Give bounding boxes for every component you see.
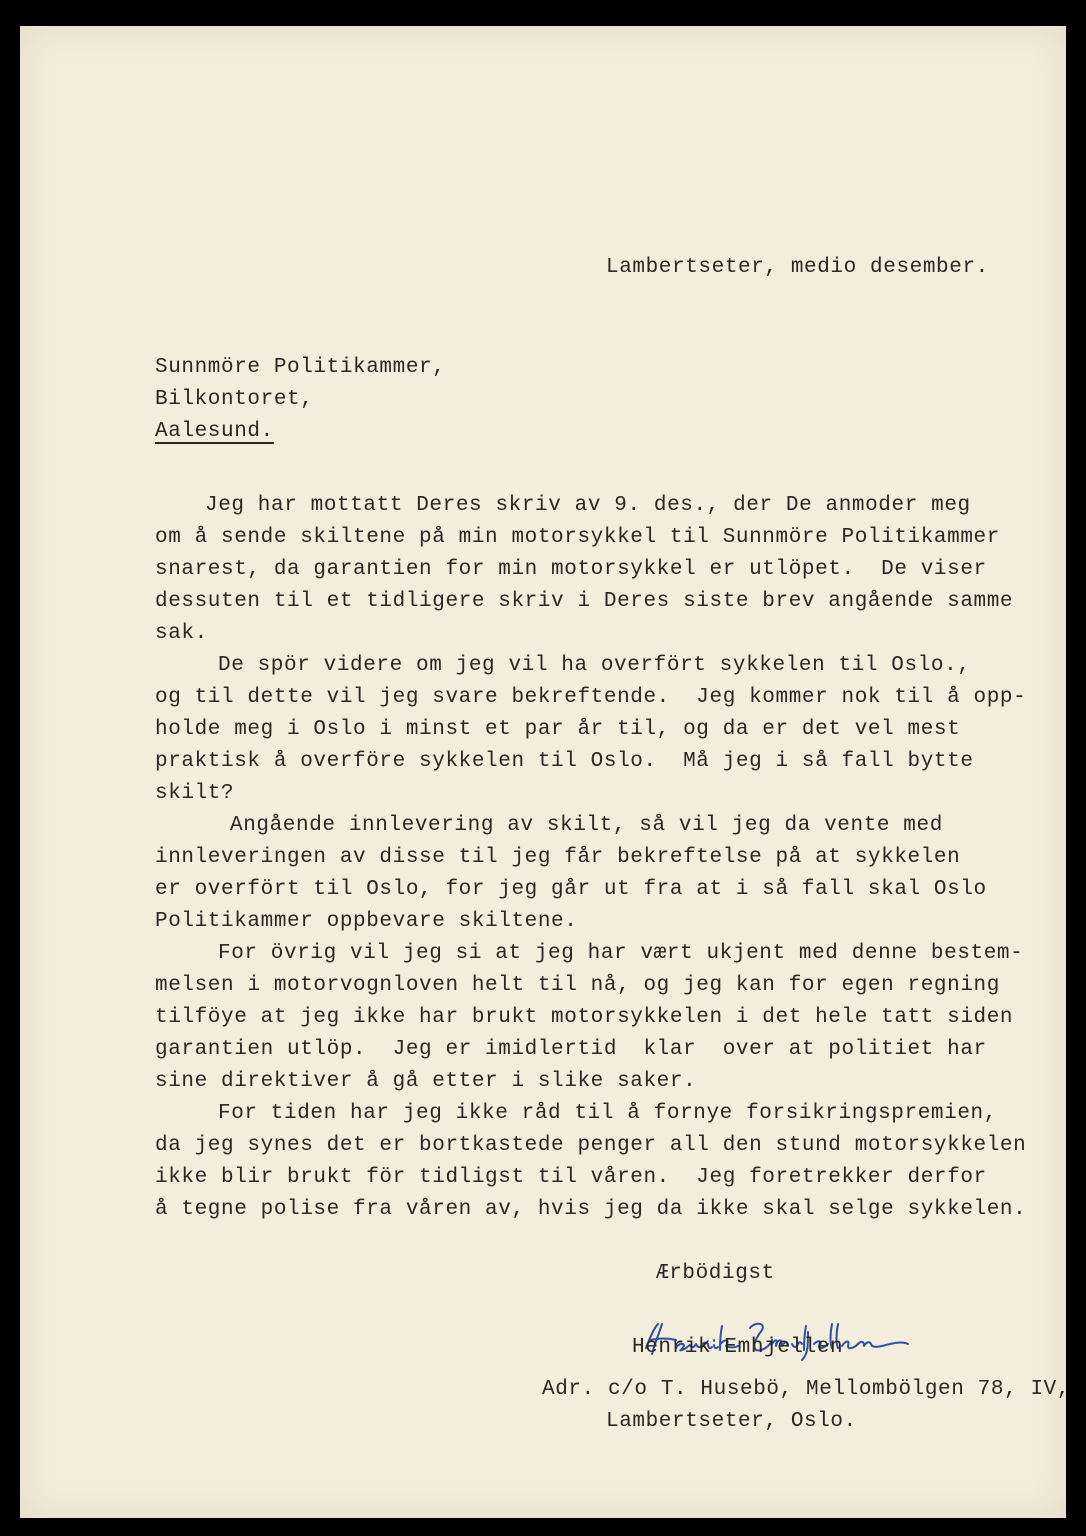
body-line: sak. (155, 622, 208, 645)
body-line: For tiden har jeg ikke råd til å fornye forsikringspremien, (218, 1102, 997, 1125)
body-line: å tegne polise fra våren av, hvis jeg da ikke skal selge sykkelen. (155, 1198, 1027, 1221)
body-line: ikke blir brukt för tidligst til våren. Jeg foretrekker derfor (155, 1166, 987, 1189)
body-line: er overfört til Oslo, for jeg går ut fra at i så fall skal Oslo (155, 878, 987, 901)
body-line: Politikammer oppbevare skiltene. (155, 910, 578, 933)
signer-name: Henrik Emhjellen (632, 1336, 844, 1359)
closing: Ærbödigst (656, 1262, 775, 1285)
body-line: om å sende skiltene på min motorsykkel til Sunnmöre Politikammer (155, 526, 1000, 549)
body-line: Jeg har mottatt Deres skriv av 9. des., der De anmoder meg (205, 494, 971, 517)
body-line: tilföye at jeg ikke har brukt motorsykkelen i det hele tatt siden (155, 1006, 1014, 1029)
address-line-1: Adr. c/o T. Husebö, Mellombölgen 78, IV, (542, 1378, 1071, 1401)
recipient-line-1: Sunnmöre Politikammer, (155, 356, 446, 379)
letter-paper (20, 26, 1071, 1518)
body-line: holde meg i Oslo i minst et par år til, og da er det vel mest (155, 718, 961, 741)
body-line: innleveringen av disse til jeg får bekreftelse på at sykkelen (155, 846, 961, 869)
body-line: garantien utlöp. Jeg er imidlertid klar over at politiet har (155, 1038, 987, 1061)
recipient-line-2: Bilkontoret, (155, 388, 314, 411)
body-line: da jeg synes det er bortkastede penger all den stund motorsykkelen (155, 1134, 1027, 1157)
body-line: snarest, da garantien for min motorsykkel er utlöpet. De viser (155, 558, 987, 581)
body-line: praktisk å overföre sykkelen til Oslo. Må jeg i så fall bytte (155, 750, 974, 773)
address-line-2: Lambertseter, Oslo. (606, 1410, 857, 1433)
body-line: For övrig vil jeg si at jeg har vært ukjent med denne bestem- (218, 942, 1024, 965)
body-line: Angående innlevering av skilt, så vil jeg da vente med (230, 814, 943, 837)
body-line: sine direktiver å gå etter i slike saker. (155, 1070, 697, 1093)
body-line: melsen i motorvognloven helt til nå, og jeg kan for egen regning (155, 974, 1000, 997)
body-line: De spör videre om jeg vil ha overfört sykkelen til Oslo., (218, 654, 971, 677)
place-date: Lambertseter, medio desember. (606, 256, 989, 279)
body-line: dessuten til et tidligere skriv i Deres siste brev angående samme (155, 590, 1014, 613)
body-line: og til dette vil jeg svare bekreftende. Jeg kommer nok til å opp- (155, 686, 1027, 709)
body-line: skilt? (155, 782, 235, 805)
recipient-city: Aalesund. (155, 420, 274, 443)
